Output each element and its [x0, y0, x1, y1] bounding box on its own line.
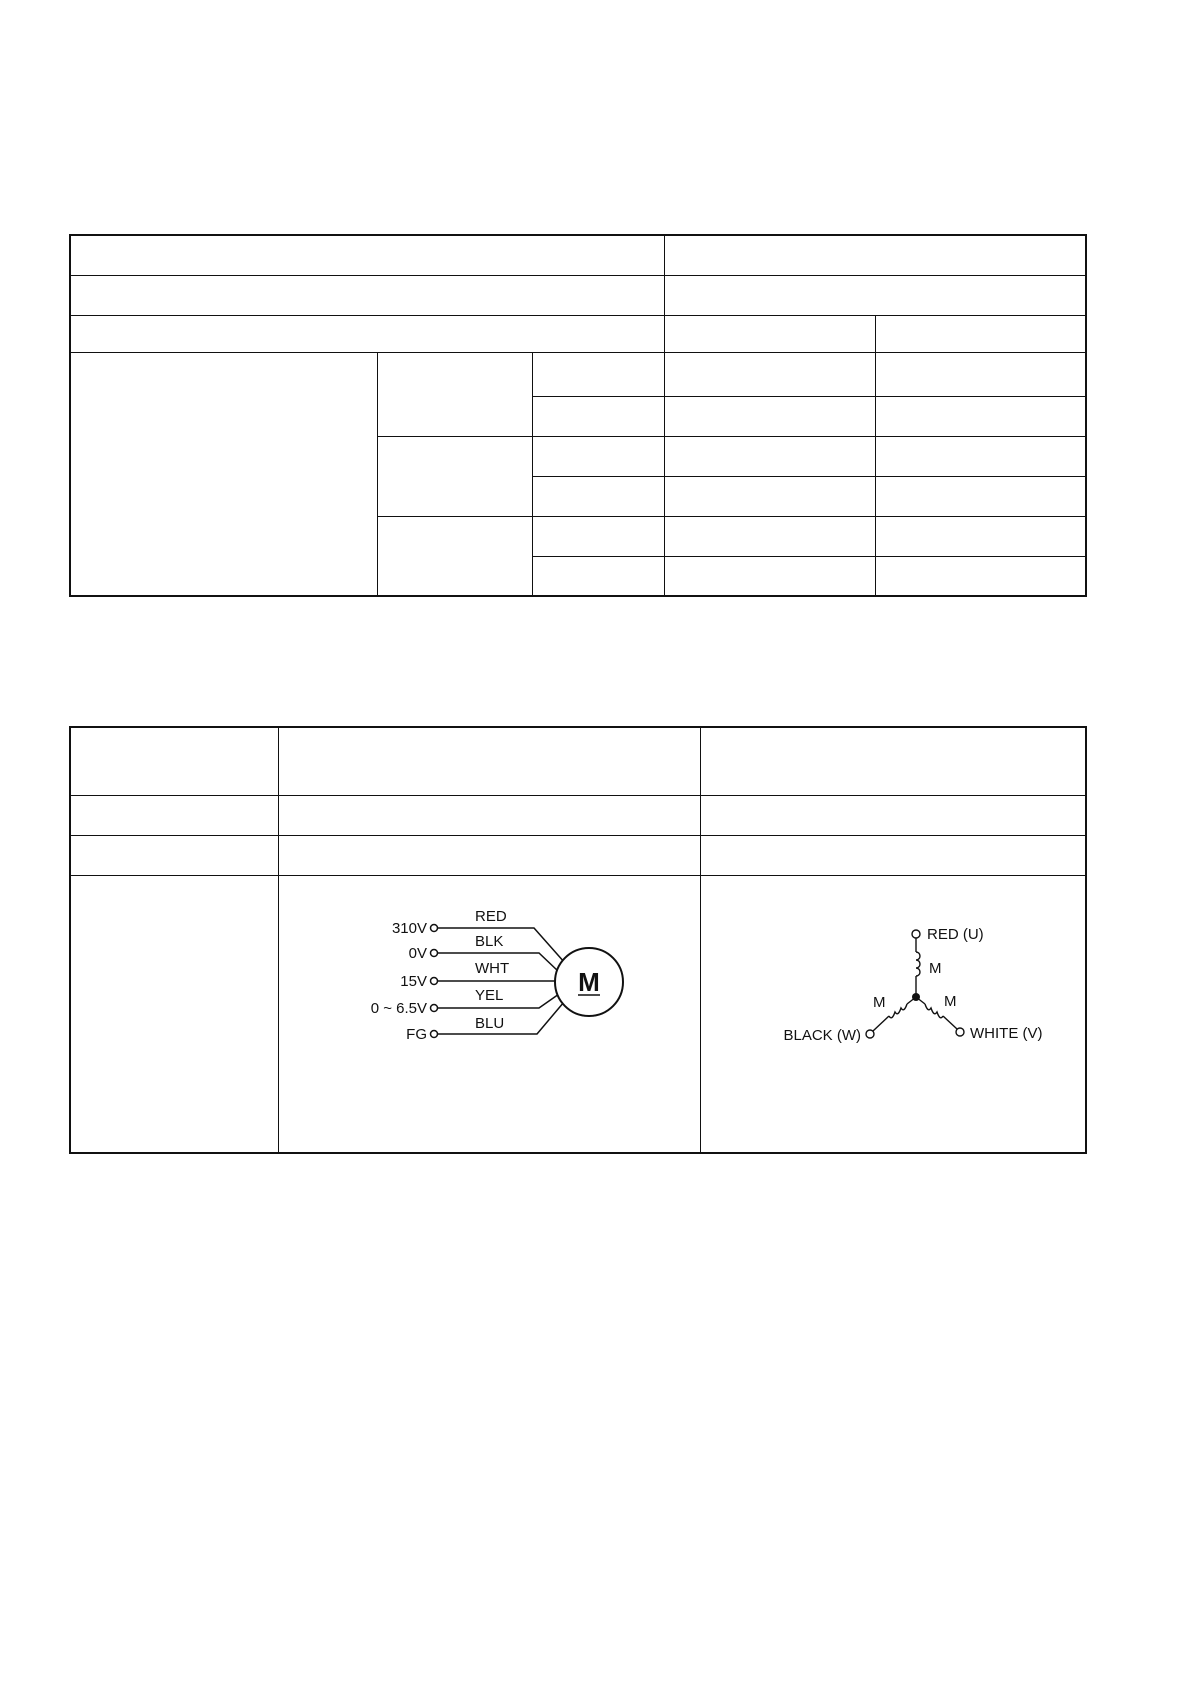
table-cell — [664, 436, 875, 476]
table-cell — [875, 556, 1086, 596]
winding-label-w: M — [872, 993, 885, 1011]
terminal-voltage-fg: FG — [405, 1025, 427, 1043]
table-cell — [70, 275, 664, 315]
table-cell — [664, 275, 1086, 315]
table-row — [70, 727, 1086, 795]
winding-label-v: M — [943, 992, 956, 1010]
terminal-v-circle — [956, 1028, 964, 1036]
wire-label-blu: BLU — [474, 1014, 504, 1032]
terminal-u-circle — [912, 930, 920, 938]
table-cell — [664, 235, 1086, 275]
fan-motor-diagram-cell — [278, 875, 700, 1153]
terminal-circle — [430, 977, 437, 984]
terminal-circle — [430, 1004, 437, 1011]
coil-u-icon — [916, 952, 920, 976]
table-cell — [875, 516, 1086, 556]
terminal-voltage-15v: 15V — [399, 972, 427, 990]
table-cell — [70, 835, 278, 875]
winding-lead — [943, 1016, 957, 1029]
table-cell — [875, 476, 1086, 516]
compressor-winding-diagram — [701, 876, 1087, 1152]
terminal-circle — [430, 924, 437, 931]
coil-v-icon — [925, 1004, 943, 1018]
terminal-v-label: WHITE (V) — [969, 1024, 1042, 1042]
wire-label-yel: YEL — [474, 986, 503, 1004]
table-cell — [664, 352, 875, 396]
table-cell — [700, 835, 1086, 875]
table-cell — [70, 727, 278, 795]
table-cell — [532, 352, 664, 396]
table-cell — [664, 516, 875, 556]
terminal-w-label: BLACK (W) — [782, 1026, 861, 1044]
table-cell — [875, 352, 1086, 396]
table-row — [70, 875, 1086, 1153]
table-row — [70, 235, 1086, 275]
table-row — [70, 275, 1086, 315]
motor-symbol: M — [577, 966, 600, 997]
winding-label-u: M — [928, 959, 941, 977]
terminal-circle — [430, 949, 437, 956]
table-cell — [532, 436, 664, 476]
table-cell — [278, 795, 700, 835]
table-cell — [278, 727, 700, 795]
table-row — [70, 315, 1086, 352]
table-cell — [377, 352, 532, 436]
table-cell — [532, 516, 664, 556]
table-cell — [70, 875, 278, 1153]
table-cell — [70, 235, 664, 275]
table-cell — [664, 556, 875, 596]
table-cell — [875, 396, 1086, 436]
table-cell — [377, 436, 532, 516]
spec-table-upper — [69, 234, 1087, 597]
terminal-voltage-0-6-5v: 0 ~ 6.5V — [370, 999, 427, 1017]
table-cell — [875, 436, 1086, 476]
wire-label-blk: BLK — [474, 932, 503, 950]
table-cell — [700, 727, 1086, 795]
winding-lead — [873, 1016, 889, 1031]
table-cell — [70, 352, 377, 596]
table-cell — [532, 556, 664, 596]
table-cell — [664, 315, 875, 352]
motor-table-lower — [69, 726, 1087, 1154]
table-cell — [664, 396, 875, 436]
table-cell — [70, 795, 278, 835]
terminal-voltage-0v: 0V — [408, 944, 427, 962]
coil-w-icon — [889, 1004, 907, 1018]
table-row — [70, 352, 1086, 396]
table-cell — [377, 516, 532, 596]
terminal-circle — [430, 1030, 437, 1037]
table-cell — [532, 396, 664, 436]
table-cell — [70, 315, 664, 352]
table-row — [70, 835, 1086, 875]
table-cell — [875, 315, 1086, 352]
star-point-dot — [912, 993, 920, 1001]
table-cell — [700, 795, 1086, 835]
compressor-diagram-cell — [700, 875, 1086, 1153]
terminal-w-circle — [866, 1030, 874, 1038]
table-cell — [532, 476, 664, 516]
terminal-voltage-310v: 310V — [391, 919, 427, 937]
table-cell — [664, 476, 875, 516]
fan-motor-wiring-diagram — [279, 876, 701, 1152]
wire-label-wht: WHT — [474, 959, 509, 977]
table-row — [70, 795, 1086, 835]
terminal-u-label: RED (U) — [926, 925, 984, 943]
wire-label-red: RED — [474, 907, 507, 925]
table-cell — [278, 835, 700, 875]
